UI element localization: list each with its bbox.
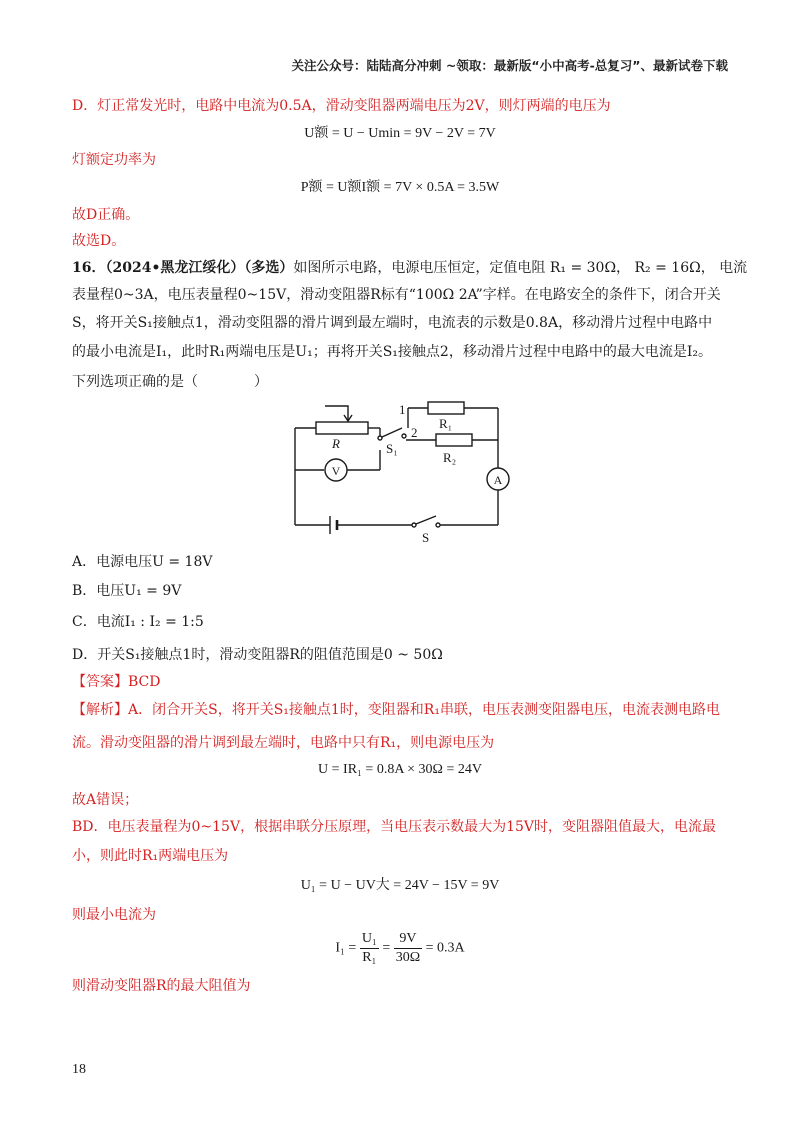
label-contact-2: 2 bbox=[411, 425, 418, 440]
analysis-equation-1: U = IR₁ = 0.8A × 30Ω = 24V bbox=[318, 762, 482, 777]
prev-option-d-text: D．灯正常发光时，电路中电流为0.5A，滑动变阻器两端电压为2V，则灯两端的电压为 bbox=[72, 98, 611, 114]
eq3-numerator-2: 9V bbox=[394, 930, 422, 949]
circuit-diagram bbox=[280, 398, 520, 544]
page-number: 18 bbox=[72, 1062, 86, 1077]
eq3-numerator-1: U₁ bbox=[360, 930, 379, 949]
prev-equation-power: P额 = U额I额 = 7V × 0.5A = 3.5W bbox=[300, 180, 500, 195]
answer: 【答案】BCD bbox=[72, 674, 161, 690]
eq3-fraction-1 bbox=[360, 930, 379, 967]
option-d: D．开关S₁接触点1时，滑动变阻器R的阻值范围是0 ~ 50Ω bbox=[72, 647, 443, 663]
eq3-rhs: = 0.3A bbox=[425, 940, 465, 956]
prev-equation-voltage: U额 = U − Umin = 9V − 2V = 7V bbox=[304, 126, 496, 141]
label-contact-1: 1 bbox=[399, 402, 406, 417]
analysis-equation-2: U₁ = U − UV大 = 24V − 15V = 9V bbox=[300, 878, 500, 893]
resistor-R2 bbox=[436, 434, 472, 446]
prev-d-correct: 故D正确。 bbox=[72, 207, 140, 223]
rheostat-R bbox=[316, 422, 368, 434]
q16-line2: 表量程0~3A，电压表量程0~15V，滑动变阻器R标有“100Ω 2A”字样。在电路安全的条件下，闭合开关 bbox=[72, 287, 721, 303]
q16-source: （2024•黑龙江绥化）（多选） bbox=[105, 260, 294, 276]
q16-number: 16． bbox=[72, 260, 106, 276]
analysis-a-wrong: 故A错误； bbox=[72, 792, 139, 808]
q16-stem-1: 如图所示电路，电源电压恒定，定值电阻 R₁ = 30Ω， R₂ = 16Ω， 电流 bbox=[293, 260, 748, 276]
label-R2: R₂ bbox=[443, 450, 457, 465]
label-R: R bbox=[332, 436, 340, 451]
option-c: C．电流I₁ : I₂ = 1:5 bbox=[72, 614, 204, 630]
eq3-denominator-1: R₁ bbox=[362, 950, 377, 965]
label-S1: S₁ bbox=[386, 441, 398, 456]
analysis-max-resistance: 则滑动变阻器R的最大阻值为 bbox=[72, 978, 251, 994]
label-A: A bbox=[493, 473, 503, 487]
switch-S-blade bbox=[416, 516, 436, 524]
q16-line3: S，将开关S₁接触点1，滑动变阻器的滑片调到最左端时，电流表的示数是0.8A，移动滑片过程中电路中 bbox=[72, 315, 713, 331]
eq3-denominator-2: 30Ω bbox=[395, 950, 421, 965]
q16-line4: 的最小电流是I₁，此时R₁两端电压是U₁；再将开关S₁接触点2，移动滑片过程中电路中的最大电流是I₂。 bbox=[72, 344, 712, 360]
label-V: V bbox=[331, 464, 341, 478]
prev-rated-power-text: 灯额定功率为 bbox=[72, 152, 156, 168]
page-header: 关注公众号：陆陆高分冲刺 ~领取：最新版“小中高考-总复习”、最新试卷下载 bbox=[291, 58, 728, 73]
analysis-line1: 【解析】A．闭合开关S，将开关S₁接触点1时，变阻器和R₁串联，电压表测变阻器电压，电流表测电路电 bbox=[72, 702, 720, 718]
eq3-lhs: I₁ = bbox=[335, 940, 357, 956]
analysis-bd-line2: 小，则此时R₁两端电压为 bbox=[72, 848, 229, 864]
analysis-equation-3 bbox=[72, 930, 728, 967]
option-a: A．电源电压U = 18V bbox=[72, 554, 213, 570]
analysis-min-current: 则最小电流为 bbox=[72, 907, 156, 923]
q16-line5: 下列选项正确的是（ ） bbox=[72, 374, 268, 390]
switch-S1-blade bbox=[382, 428, 402, 437]
analysis-bd-line1: BD．电压表量程为0~15V，根据串联分压原理，当电压表示数最大为15V时，变阻器阻值最大，电流最 bbox=[72, 819, 716, 835]
prev-choose: 故选D。 bbox=[72, 233, 126, 249]
eq3-fraction-2 bbox=[394, 930, 422, 967]
label-R1: R₁ bbox=[439, 416, 453, 431]
option-b: B．电压U₁ = 9V bbox=[72, 583, 182, 599]
eq3-equals: = bbox=[382, 940, 391, 956]
label-S: S bbox=[422, 530, 430, 544]
resistor-R1 bbox=[428, 402, 464, 414]
q16-line1 bbox=[72, 258, 748, 278]
analysis-line2: 流。滑动变阻器的滑片调到最左端时，电路中只有R₁，则电源电压为 bbox=[72, 735, 495, 751]
